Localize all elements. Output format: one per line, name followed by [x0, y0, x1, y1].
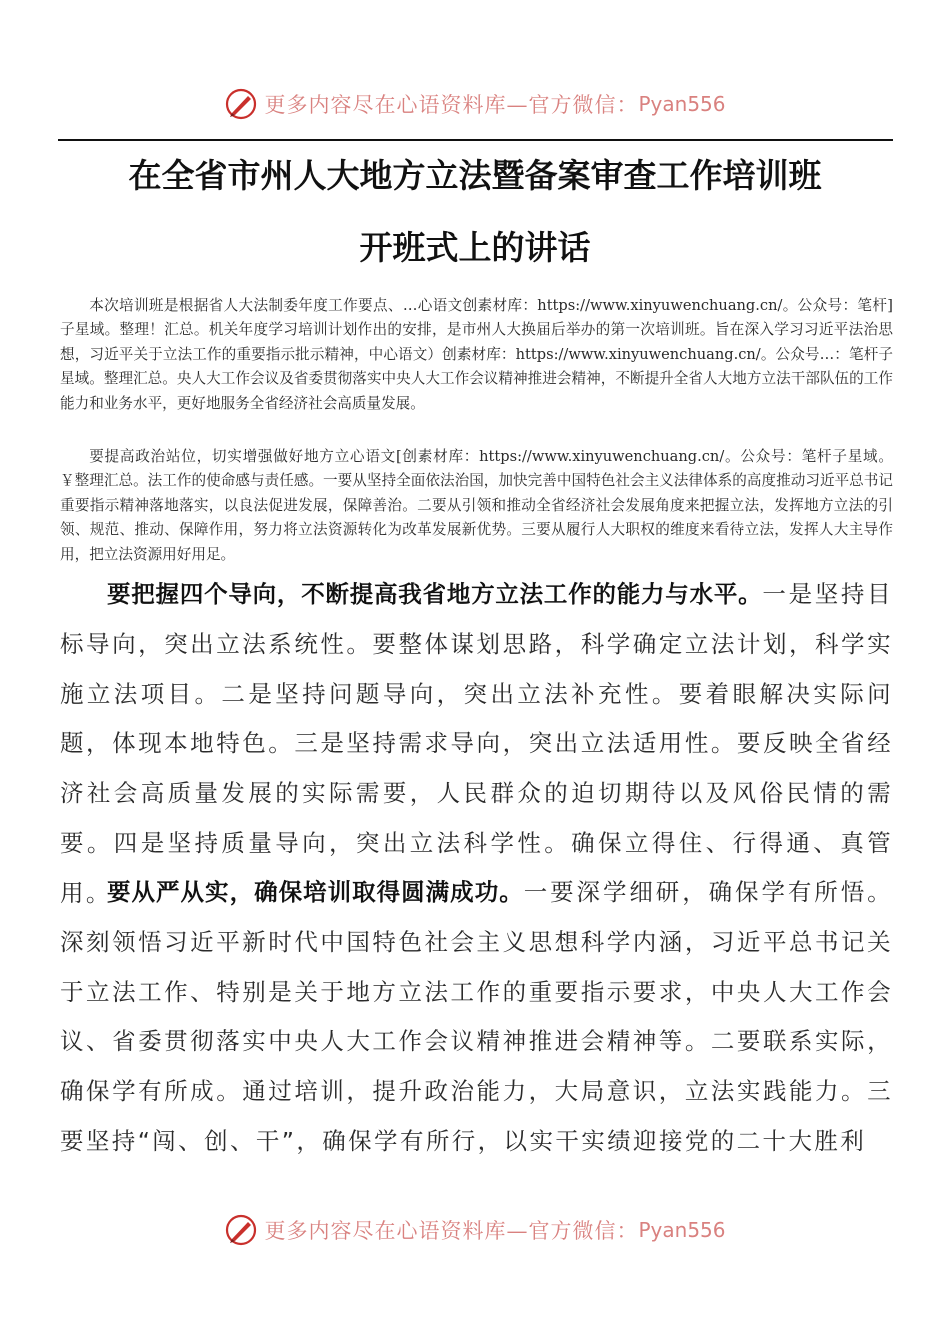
paragraph-training	[60, 868, 893, 1167]
paragraph-intro: 本次培训班是根据省人大法制委年度工作要点、…心语文创素材库：https://www.xinyuwenchuang.cn/。公众号：笔杆]子星域。整理！汇总。机关年度学习培训计划作出的安排，是市州人大换届后举办的第一次培训班。旨在深入学习习近平法治思想，习近平关于立法工作的重要指示批示精神，中心语文）创素材库：https://www.xinyuwenchuang.cn/。公众号…：笔杆子星域。整理汇总。央人大工作会议及省委贯彻落实中央人大工作会议精神推进会精神，不断提升全省人大地方立法干部队伍的工作能力和业务水平，更好地服务全省经济社会高质量发展。	[60, 297, 893, 412]
banner-wechat-id: Pyan556	[638, 92, 726, 116]
banner-text: 更多内容尽在心语资料库—官方微信：	[264, 1219, 639, 1243]
paragraph-body: 一要深学细研，确保学有所悟。深刻领悟习近平新时代中国特色社会主义思想科学内涵，习近平总书记关于立法工作、特别是关于地方立法工作的重要指示要求，中央人大工作会议、省委贯彻落实中央人大工作会议精神推进会精神等。二要联系实际，确保学有所成。通过培训，提升政治能力，大局意识，立法实践能力。三要坚持“闯、创、干”，确保学有所行，以实干实绩迎接党的二十大胜利	[60, 878, 894, 1155]
header-banner	[0, 84, 950, 124]
header-divider	[58, 139, 893, 141]
paragraph-political: 要提高政治站位，切实增强做好地方立心语文[创素材库：https://www.xinyuwenchuang.cn/。公众号：笔杆子星域。￥整理汇总。法工作的使命感与责任感。一要从坚持全面依法治国，加快完善中国特色社会主义法律体系的高度推动习近平总书记重要指示精神落地落实，以良法促进发展，保障善治。二要从引领和推动全省经济社会发展角度来把握立法，发挥地方立法的引领、规范、推动、保障作用，努力将立法资源转化为改革发展新优势。三要从履行人大职权的维度来看待立法，发挥人大主导作用，把立法资源用好用足。	[60, 448, 893, 563]
page-title-line2: 开班式上的讲话	[359, 228, 591, 267]
pen-logo-icon	[224, 87, 258, 121]
paragraph-four-orientations	[60, 570, 893, 919]
paragraph-lead: 要从严从实，确保培训取得圆满成功。	[107, 878, 524, 906]
banner-wechat-id: Pyan556	[638, 1218, 726, 1242]
page-title-line1: 在全省市州人大地方立法暨备案审查工作培训班	[128, 156, 822, 195]
pen-logo-icon	[224, 1213, 258, 1247]
banner-text: 更多内容尽在心语资料库—官方微信：	[264, 93, 639, 117]
footer-banner	[0, 1210, 950, 1250]
paragraph-lead: 要把握四个导向，不断提高我省地方立法工作的能力与水平。	[107, 580, 763, 608]
paragraph-body: 一是坚持目标导向，突出立法系统性。要整体谋划思路，科学确定立法计划，科学实施立法项目。二是坚持问题导向，突出立法补充性。要着眼解决实际问题，体现本地特色。三是坚持需求导向，突出立法适用性。要反映全省经济社会高质量发展的实际需要，人民群众的迫切期待以及风俗民情的需要。四是坚持质量导向，突出立法科学性。确保立得住、行得通、真管用。	[60, 580, 894, 907]
